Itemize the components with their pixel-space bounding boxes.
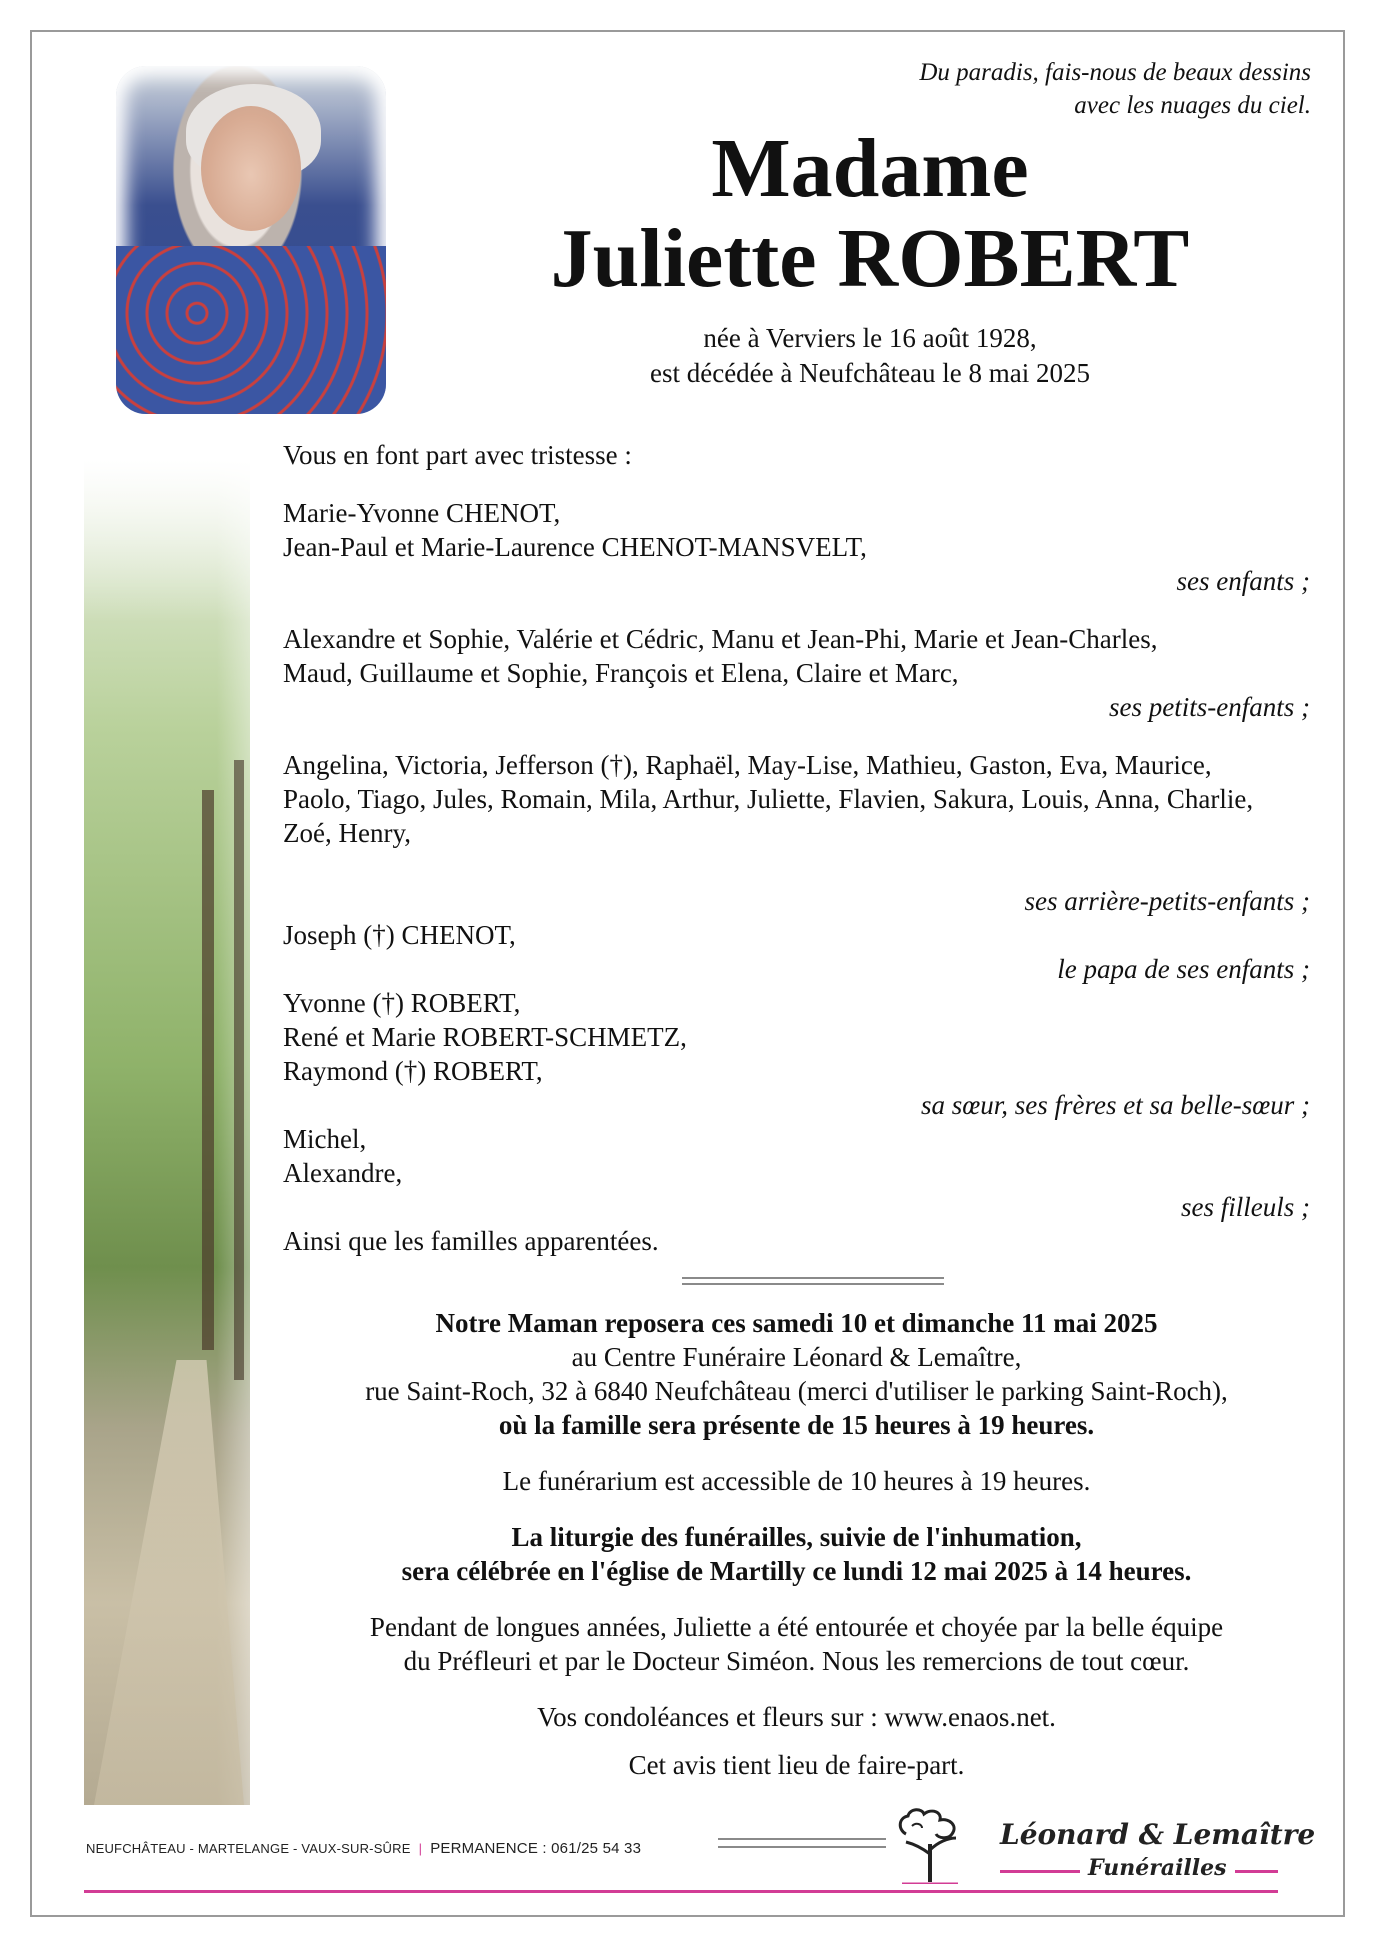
venue-line: au Centre Funéraire Léonard & Lemaître,	[571, 1342, 1022, 1372]
announcement-closing: Ainsi que les familles apparentées.	[283, 1226, 659, 1256]
forest-path-image	[84, 460, 250, 1805]
family-line: Raymond (†) ROBERT,	[283, 1056, 543, 1086]
tree-icon	[892, 1804, 968, 1884]
family-line: Zoé, Henry,	[283, 818, 411, 848]
announcement-intro: Vous en font part avec tristesse :	[283, 440, 632, 470]
thanks-line: du Préfleuri et par le Docteur Siméon. Nous les remercions de tout cœur.	[403, 1646, 1190, 1676]
ceremony-info	[283, 1306, 1310, 1782]
address-line: rue Saint-Roch, 32 à 6840 Neufchâteau (merci d'utiliser le parking Saint-Roch),	[365, 1376, 1228, 1406]
family-group	[283, 748, 1310, 918]
relation-label: ses filleuls ;	[1181, 1192, 1310, 1222]
liturgy-line: La liturgie des funérailles, suivie de l'inhumation,	[511, 1522, 1082, 1552]
title-line: Madame	[711, 122, 1029, 215]
family-presence-line: où la famille sera présente de 15 heures à 19 heures.	[498, 1410, 1095, 1440]
death-line: est décédée à Neufchâteau le 8 mai 2025	[649, 358, 1091, 388]
liturgy-line: sera célébrée en l'église de Martilly ce lundi 12 mai 2025 à 14 heures.	[401, 1556, 1192, 1586]
family-line: Michel,	[283, 1124, 367, 1154]
notice-line: Cet avis tient lieu de faire-part.	[628, 1750, 965, 1780]
quote-line: Du paradis, fais-nous de beaux dessins	[919, 59, 1311, 86]
relation-label: ses petits-enfants ;	[1109, 692, 1310, 722]
family-line: Maud, Guillaume et Sophie, François et Elena, Claire et Marc,	[283, 658, 959, 688]
quote-line: avec les nuages du ciel.	[1074, 92, 1311, 119]
relation-label: ses arrière-petits-enfants ;	[1024, 886, 1310, 916]
footer-locations: NEUFCHÂTEAU - MARTELANGE - VAUX-SUR-SÛRE	[86, 1841, 411, 1856]
footer-accent-line	[84, 1890, 1278, 1893]
title-line: Juliette ROBERT	[550, 212, 1190, 305]
footer-contact: NEUFCHÂTEAU - MARTELANGE - VAUX-SUR-SÛRE | PERMANENCE : 061/25 54 33	[86, 1840, 642, 1857]
footer-permanence: PERMANENCE : 061/25 54 33	[430, 1840, 642, 1857]
family-group	[283, 918, 1310, 986]
family-group	[283, 1122, 1310, 1224]
brand-name: Léonard & Lemaître	[1000, 1818, 1316, 1851]
family-line: Jean-Paul et Marie-Laurence CHENOT-MANSVELT,	[283, 532, 867, 562]
footer-divider	[718, 1838, 886, 1848]
family-line: Angelina, Victoria, Jefferson (†), Raphaël, May-Lise, Mathieu, Gaston, Eva, Maurice,	[283, 750, 1212, 780]
relation-label: le papa de ses enfants ;	[1057, 954, 1310, 984]
family-group	[283, 622, 1310, 724]
family-line: Paolo, Tiago, Jules, Romain, Mila, Arthur, Juliette, Flavien, Sakura, Louis, Anna, Charlie,	[283, 784, 1254, 814]
funerarium-hours: Le funérarium est accessible de 10 heures à 19 heures.	[502, 1466, 1091, 1496]
family-line: Alexandre,	[283, 1158, 403, 1188]
thanks-line: Pendant de longues années, Juliette a été entourée et choyée par la belle équipe	[369, 1612, 1224, 1642]
family-line: Marie-Yvonne CHENOT,	[283, 498, 561, 528]
brand-subtitle: Funérailles	[1080, 1855, 1235, 1881]
section-divider	[682, 1277, 944, 1285]
family-line: Alexandre et Sophie, Valérie et Cédric, Manu et Jean-Phi, Marie et Jean-Charles,	[283, 624, 1158, 654]
condolences-line[interactable]: Vos condoléances et fleurs sur : www.enaos.net.	[537, 1702, 1056, 1732]
family-line: René et Marie ROBERT-SCHMETZ,	[283, 1022, 687, 1052]
epigraph-quote	[919, 56, 1311, 122]
family-line: Yvonne (†) ROBERT,	[283, 988, 521, 1018]
deceased-name	[520, 124, 1220, 304]
family-group	[283, 496, 1310, 598]
relation-label: ses enfants ;	[1176, 566, 1310, 596]
family-announcement	[283, 438, 1310, 1258]
birth-death-info	[520, 321, 1220, 391]
portrait-photo	[116, 66, 386, 414]
visitation-line: Notre Maman reposera ces samedi 10 et dimanche 11 mai 2025	[435, 1308, 1158, 1338]
relation-label: sa sœur, ses frères et sa belle-sœur ;	[921, 1090, 1310, 1120]
birth-line: née à Verviers le 16 août 1928,	[703, 323, 1037, 353]
family-group	[283, 986, 1310, 1122]
family-line: Joseph (†) CHENOT,	[283, 920, 516, 950]
